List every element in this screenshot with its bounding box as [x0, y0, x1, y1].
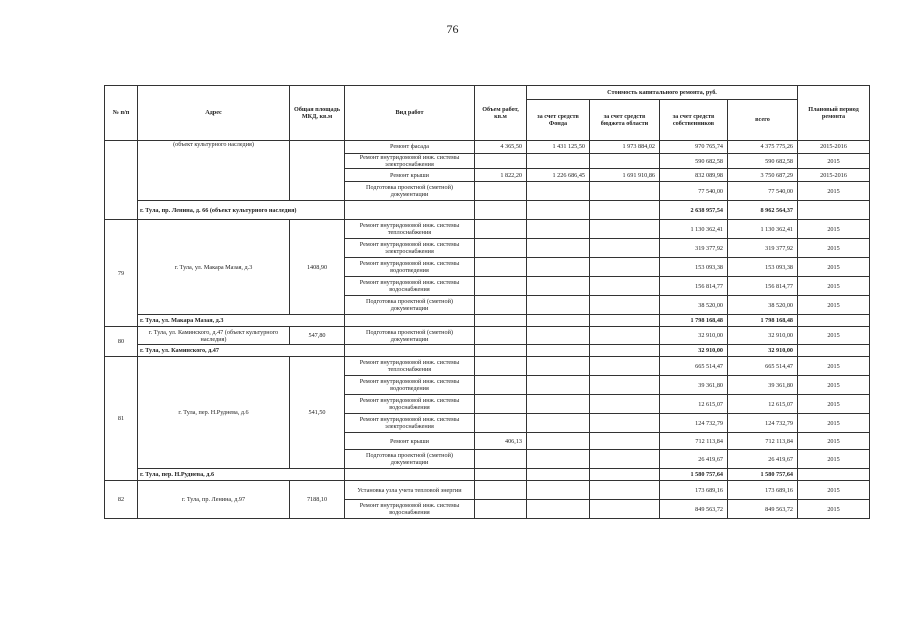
row-owners: 832 089,98: [660, 169, 728, 182]
row-total: 590 682,58: [728, 154, 798, 169]
table-row: [105, 327, 870, 345]
row-work-type: Подготовка проектной (сметной) документации: [345, 182, 475, 201]
row-volume: [475, 395, 527, 414]
subtotal-fund-empty: [527, 315, 590, 327]
row-total: 12 615,07: [728, 395, 798, 414]
row-period: 2015: [798, 500, 870, 519]
header-area: Общая площадь МКД, кв.м: [290, 86, 345, 141]
page-number: 76: [446, 22, 459, 36]
row-fund: [527, 450, 590, 469]
row-total: 319 377,92: [728, 239, 798, 258]
row-budget: [590, 500, 660, 519]
table-row: [105, 481, 870, 500]
capital-repair-table: [104, 85, 870, 519]
header-budget: за счет средств бюджета области: [590, 100, 660, 141]
table-row: [105, 141, 870, 154]
row-fund: [527, 277, 590, 296]
row-fund: [527, 500, 590, 519]
row-budget: [590, 154, 660, 169]
row-fund: [527, 296, 590, 315]
row-fund: [527, 182, 590, 201]
row-budget: [590, 239, 660, 258]
row-volume: [475, 258, 527, 277]
row-owners: 26 419,67: [660, 450, 728, 469]
subtotal-period-empty: [798, 315, 870, 327]
subtotal-budget-empty: [590, 315, 660, 327]
subtotal-volume-empty: [475, 469, 527, 481]
row-work-type: Подготовка проектной (сметной) документации: [345, 296, 475, 315]
row-total: 1 130 362,41: [728, 220, 798, 239]
subtotal-volume-empty: [475, 201, 527, 220]
row-work-type: Ремонт крыши: [345, 169, 475, 182]
subtotal-period-empty: [798, 469, 870, 481]
row-owners: 77 540,00: [660, 182, 728, 201]
row-address: (объект культурного наследия): [138, 141, 290, 201]
row-volume: [475, 376, 527, 395]
row-owners: 970 765,74: [660, 141, 728, 154]
row-owners: 12 615,07: [660, 395, 728, 414]
row-volume: [475, 500, 527, 519]
row-budget: 1 973 884,02: [590, 141, 660, 154]
row-owners: 849 563,72: [660, 500, 728, 519]
row-number: 79: [105, 220, 138, 327]
row-total: 712 113,84: [728, 433, 798, 450]
header-total: всего: [728, 100, 798, 141]
row-number: 81: [105, 357, 138, 481]
row-total: 173 689,16: [728, 481, 798, 500]
row-work-type: Ремонт внутридомовой инж. системы электроснабжения: [345, 239, 475, 258]
row-budget: [590, 450, 660, 469]
row-period: 2015: [798, 357, 870, 376]
row-area: 1408,90: [290, 220, 345, 315]
row-work-type: Ремонт внутридомовой инж. системы водоотведения: [345, 376, 475, 395]
subtotal-volume-empty: [475, 315, 527, 327]
row-volume: [475, 296, 527, 315]
row-work-type: Ремонт внутридомовой инж. системы электроснабжения: [345, 154, 475, 169]
subtotal-period-empty: [798, 345, 870, 357]
subtotal-budget-empty: [590, 201, 660, 220]
row-number: 82: [105, 481, 138, 519]
row-period: 2015: [798, 182, 870, 201]
subtotal-total: 1 580 757,64: [728, 469, 798, 481]
row-budget: [590, 327, 660, 345]
subtotal-row: [105, 201, 870, 220]
subtotal-total: 1 798 168,48: [728, 315, 798, 327]
row-volume: 4 365,50: [475, 141, 527, 154]
row-period: 2015: [798, 414, 870, 433]
subtotal-period-empty: [798, 201, 870, 220]
row-budget: [590, 258, 660, 277]
subtotal-budget-empty: [590, 345, 660, 357]
subtotal-owners: 32 910,00: [660, 345, 728, 357]
row-owners: 156 814,77: [660, 277, 728, 296]
row-owners: 32 910,00: [660, 327, 728, 345]
row-work-type: Ремонт внутридомовой инж. системы водоснабжения: [345, 500, 475, 519]
row-budget: [590, 220, 660, 239]
row-fund: [527, 357, 590, 376]
row-owners: 39 361,80: [660, 376, 728, 395]
row-work-type: Ремонт внутридомовой инж. системы теплоснабжения: [345, 220, 475, 239]
header-owners: за счет средств собственников: [660, 100, 728, 141]
row-volume: [475, 220, 527, 239]
subtotal-owners: 1 580 757,64: [660, 469, 728, 481]
row-number: [105, 141, 138, 220]
row-period: 2015-2016: [798, 141, 870, 154]
row-area: [290, 141, 345, 201]
row-period: 2015: [798, 376, 870, 395]
row-volume: [475, 357, 527, 376]
row-area: 547,80: [290, 327, 345, 345]
row-period: 2015: [798, 433, 870, 450]
row-volume: 406,13: [475, 433, 527, 450]
subtotal-budget-empty: [590, 469, 660, 481]
subtotal-total: 32 910,00: [728, 345, 798, 357]
row-budget: [590, 296, 660, 315]
row-work-type: Ремонт внутридомовой инж. системы водоотведения: [345, 258, 475, 277]
row-address: г. Тула, пр. Ленина, д.97: [138, 481, 290, 519]
header-period: Плановый период ремонта: [798, 86, 870, 141]
row-budget: [590, 376, 660, 395]
row-work-type: Ремонт внутридомовой инж. системы теплоснабжения: [345, 357, 475, 376]
row-owners: 665 514,47: [660, 357, 728, 376]
subtotal-total: 8 962 564,37: [728, 201, 798, 220]
row-total: 38 520,00: [728, 296, 798, 315]
row-budget: [590, 357, 660, 376]
header-volume: Объем работ, кв.м: [475, 86, 527, 141]
subtotal-label: г. Тула, пер. Н.Руднева, д.6: [138, 469, 345, 481]
row-total: 849 563,72: [728, 500, 798, 519]
row-period: 2015: [798, 450, 870, 469]
row-address: г. Тула, пер. Н.Руднева, д.6: [138, 357, 290, 469]
subtotal-work-empty: [345, 469, 475, 481]
row-period: 2015: [798, 481, 870, 500]
subtotal-label: г. Тула, ул. Макара Мазая, д.3: [138, 315, 345, 327]
row-fund: [527, 239, 590, 258]
subtotal-row: [105, 345, 870, 357]
row-budget: 1 691 910,86: [590, 169, 660, 182]
row-total: 156 814,77: [728, 277, 798, 296]
row-total: 77 540,00: [728, 182, 798, 201]
row-budget: [590, 433, 660, 450]
row-work-type: Подготовка проектной (сметной) документации: [345, 450, 475, 469]
row-total: 3 750 687,29: [728, 169, 798, 182]
subtotal-work-empty: [345, 345, 475, 357]
row-budget: [590, 277, 660, 296]
row-period: 2015: [798, 296, 870, 315]
row-address: г. Тула, ул. Каминского, д.47 (объект культурного наследия): [138, 327, 290, 345]
row-volume: [475, 450, 527, 469]
row-budget: [590, 414, 660, 433]
row-work-type: Установка узла учета тепловой энергии: [345, 481, 475, 500]
row-fund: [527, 414, 590, 433]
row-owners: 173 689,16: [660, 481, 728, 500]
row-volume: [475, 481, 527, 500]
row-area: 7188,10: [290, 481, 345, 519]
row-total: 665 514,47: [728, 357, 798, 376]
row-owners: 124 732,79: [660, 414, 728, 433]
row-period: 2015-2016: [798, 169, 870, 182]
row-work-type: Ремонт внутридомовой инж. системы водоснабжения: [345, 395, 475, 414]
row-fund: [527, 327, 590, 345]
row-total: 153 093,38: [728, 258, 798, 277]
row-fund: [527, 154, 590, 169]
row-work-type: Ремонт внутридомовой инж. системы водоснабжения: [345, 277, 475, 296]
row-fund: 1 431 125,50: [527, 141, 590, 154]
row-period: 2015: [798, 277, 870, 296]
row-period: 2015: [798, 258, 870, 277]
row-budget: [590, 481, 660, 500]
row-volume: [475, 414, 527, 433]
row-owners: 712 113,84: [660, 433, 728, 450]
row-work-type: Подготовка проектной (сметной) документации: [345, 327, 475, 345]
row-fund: 1 226 686,45: [527, 169, 590, 182]
row-budget: [590, 395, 660, 414]
row-owners: 38 520,00: [660, 296, 728, 315]
subtotal-fund-empty: [527, 469, 590, 481]
header-num: № п/п: [105, 86, 138, 141]
row-volume: [475, 182, 527, 201]
subtotal-work-empty: [345, 201, 475, 220]
row-period: 2015: [798, 154, 870, 169]
row-number: 80: [105, 327, 138, 357]
row-fund: [527, 433, 590, 450]
subtotal-fund-empty: [527, 345, 590, 357]
subtotal-row: [105, 469, 870, 481]
subtotal-volume-empty: [475, 345, 527, 357]
row-fund: [527, 220, 590, 239]
table-row: [105, 220, 870, 239]
row-fund: [527, 481, 590, 500]
row-area: 541,50: [290, 357, 345, 469]
row-work-type: Ремонт крыши: [345, 433, 475, 450]
row-owners: 153 093,38: [660, 258, 728, 277]
row-volume: [475, 277, 527, 296]
row-work-type: Ремонт фасада: [345, 141, 475, 154]
subtotal-row: [105, 315, 870, 327]
row-total: 4 375 775,26: [728, 141, 798, 154]
row-total: 26 419,67: [728, 450, 798, 469]
row-volume: [475, 239, 527, 258]
subtotal-owners: 2 638 957,54: [660, 201, 728, 220]
row-total: 39 361,80: [728, 376, 798, 395]
row-fund: [527, 395, 590, 414]
row-work-type: Ремонт внутридомовой инж. системы электроснабжения: [345, 414, 475, 433]
row-budget: [590, 182, 660, 201]
header-fund: за счет средств Фонда: [527, 100, 590, 141]
row-period: 2015: [798, 327, 870, 345]
header-address: Адрес: [138, 86, 290, 141]
subtotal-owners: 1 798 168,48: [660, 315, 728, 327]
header-cost-group: Стоимость капитального ремонта, руб.: [527, 86, 798, 100]
subtotal-fund-empty: [527, 201, 590, 220]
subtotal-label: г. Тула, ул. Каминского, д.47: [138, 345, 345, 357]
row-address: г. Тула, ул. Макара Мазая, д.3: [138, 220, 290, 315]
row-owners: 590 682,58: [660, 154, 728, 169]
row-period: 2015: [798, 239, 870, 258]
row-total: 32 910,00: [728, 327, 798, 345]
row-volume: [475, 154, 527, 169]
row-total: 124 732,79: [728, 414, 798, 433]
table-row: [105, 357, 870, 376]
row-fund: [527, 258, 590, 277]
row-period: 2015: [798, 395, 870, 414]
row-owners: 319 377,92: [660, 239, 728, 258]
row-volume: [475, 327, 527, 345]
row-volume: 1 822,20: [475, 169, 527, 182]
row-period: 2015: [798, 220, 870, 239]
subtotal-work-empty: [345, 315, 475, 327]
table-body: [105, 141, 870, 519]
row-owners: 1 130 362,41: [660, 220, 728, 239]
row-fund: [527, 376, 590, 395]
subtotal-label: г. Тула, пр. Ленина, д. 66 (объект культурного наследия): [138, 201, 345, 220]
header-work-type: Вид работ: [345, 86, 475, 141]
